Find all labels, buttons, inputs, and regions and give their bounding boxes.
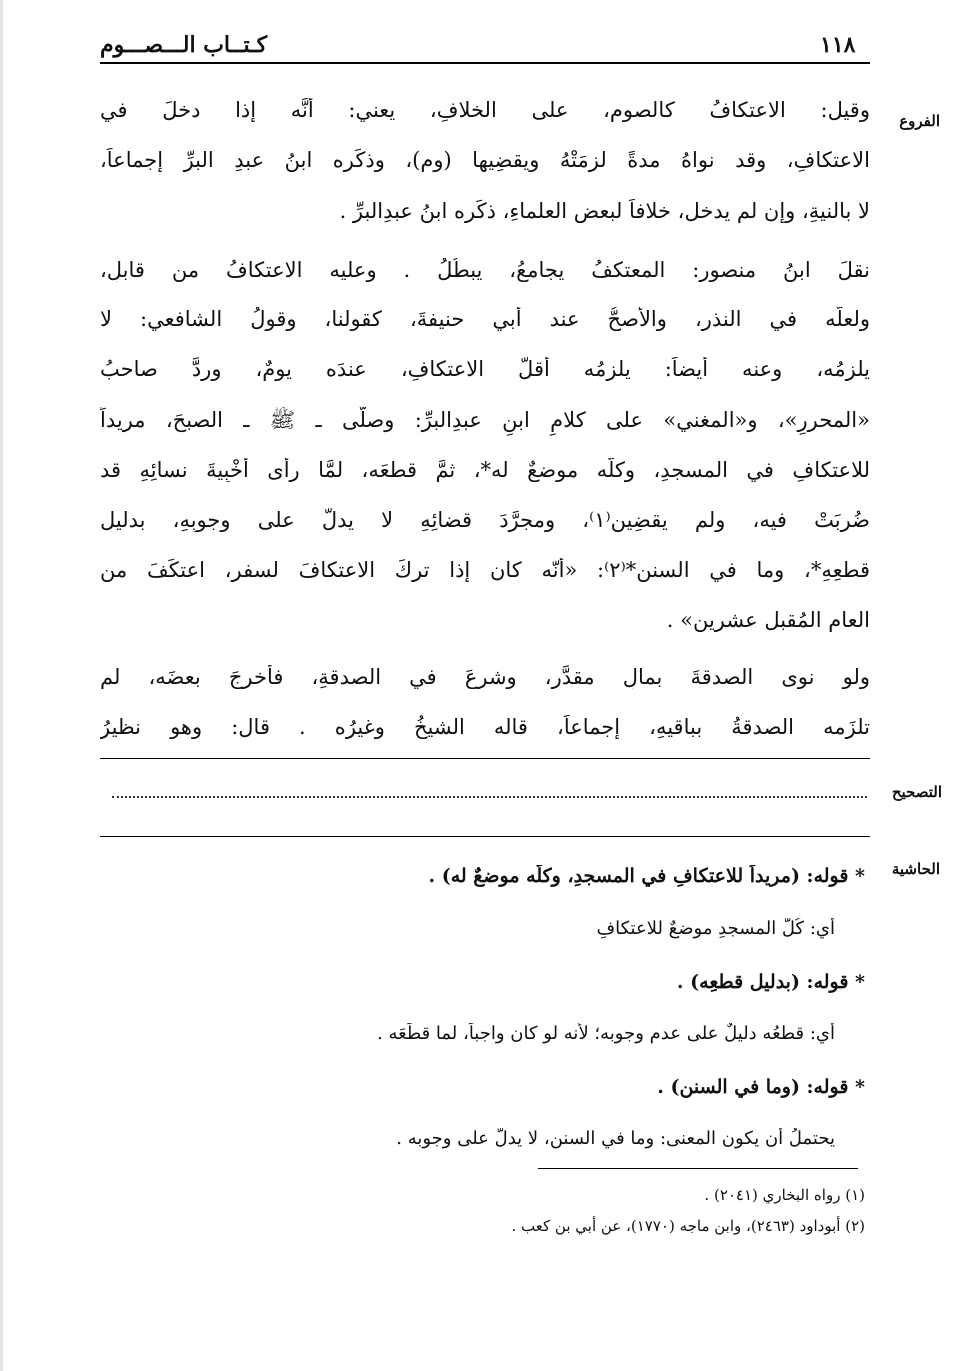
main-text-line: لا بالنيةِ، وإن لم يدخل، خلافاً لبعضِ العلماءِ، ذكَره ابنُ عبدِالبرِّ . [339,199,870,223]
main-text-line: العامِ المُقبلِ عشرين» . [666,608,870,632]
gloss-explanation: أي: كُلُّ المسجدِ موضعٌ للاعتكافِ [596,918,835,939]
tashih-rule [100,836,870,837]
main-text-line: نقلَ ابنُ منصورٍ: المعتكفُ يجامعُ، يبطُلُ . وعليه الاعتكافُ من قابلٍ، [100,258,870,282]
main-text-line: ولو نوى الصدقةَ بمالٍ مقدَّرٍ، وشرعَ في الصدقةِ، فأخرجَ بعضَه، لم [100,665,870,689]
main-text-line: قطعِهِ*، وما في السنن*⁽٢⁾: «أنّه كان إذا تركَ الاعتكافَ لسفرٍ، اعتكَفَ من [100,558,870,582]
main-text-rule [100,758,870,759]
section-label-tashih: التصحيح [891,783,942,801]
gloss-quote: * قوله: (وما في السننِ) . [657,1076,865,1098]
main-text-line: يلزمُه، وعنه أيضاً: يلزمُه أقلُّ الاعتكافِ، عندَه يومٌ، وردَّ صاحبُ [100,357,870,381]
gloss-explanation: أي: قطعُه دليلٌ على عدمِ وجوبه؛ لأنه لو كان واجباً، لما قطَعَه . [377,1023,835,1044]
footnote-rule [538,1168,858,1169]
main-text-line: للاعتكافِ في المسجدِ، وكلُّه موضعٌ له*، ثمَّ قطعَه، لمَّا رأى أخْبِيةَ نسائِهِ قد [100,458,870,482]
page-edge-shadow [0,0,3,1371]
section-label-furu: الفروع [899,112,940,130]
main-text-line: وقيل: الاعتكافُ كالصوم، على الخلافِ، يعني: أنَّه إذا دخلَ في [100,98,870,122]
gloss-explanation: يحتملُ أن يكون المعنى: وما في السننِ، لا يدلُّ على وجوبه . [396,1128,835,1149]
gloss-quote: * قوله: (مريداً للاعتكافِ في المسجدِ، وكلُّه موضعٌ له) . [428,865,865,887]
running-header-title: كـتــاب الـــصـــوم [100,32,268,58]
main-text-line: تلزَمه الصدقةُ بباقيهِ، إجماعاً، قاله الشيخُ وغيرُه . قال: وهو نظيرُ [100,715,870,739]
footnote: (١) رواه البخاري (٢٠٤١) . [704,1186,865,1204]
section-label-hashiya: الحاشية [891,860,940,878]
tashih-dotted-line [112,796,867,798]
main-text-line: ضُرِبَتْ فيه، ولم يقضِين⁽١⁾، ومجرَّدَ قضائِهِ لا يدلُّ على وجوبِهِ، بدليلِ [100,508,870,532]
main-text-line: ولعلَّه في النذرِ، والأصحُّ عند أبي حنيفةَ، كقولنا، وقولُ الشافعي: لا [100,307,870,331]
main-text-line: «المحررِ»، و«المغني» على كلامِ ابنِ عبدِالبرِّ: وصلَّى ـ ﷺ ـ الصبحَ، مريداً [100,408,870,432]
header-rule [100,62,870,64]
page-number: ١١٨ [820,32,856,58]
gloss-quote: * قوله: (بدليل قطعِه) . [676,971,865,993]
footnote: (٢) أبوداود (٢٤٦٣)، وابن ماجه (١٧٧٠)، عن أبي بن كعب . [511,1217,865,1235]
main-text-line: الاعتكافِ، وقد نواهُ مدةً لزِمَتْهُ ويقضِيها (وم)، وذكَره ابنُ عبدِ البرِّ إجماعاً، [100,148,870,172]
